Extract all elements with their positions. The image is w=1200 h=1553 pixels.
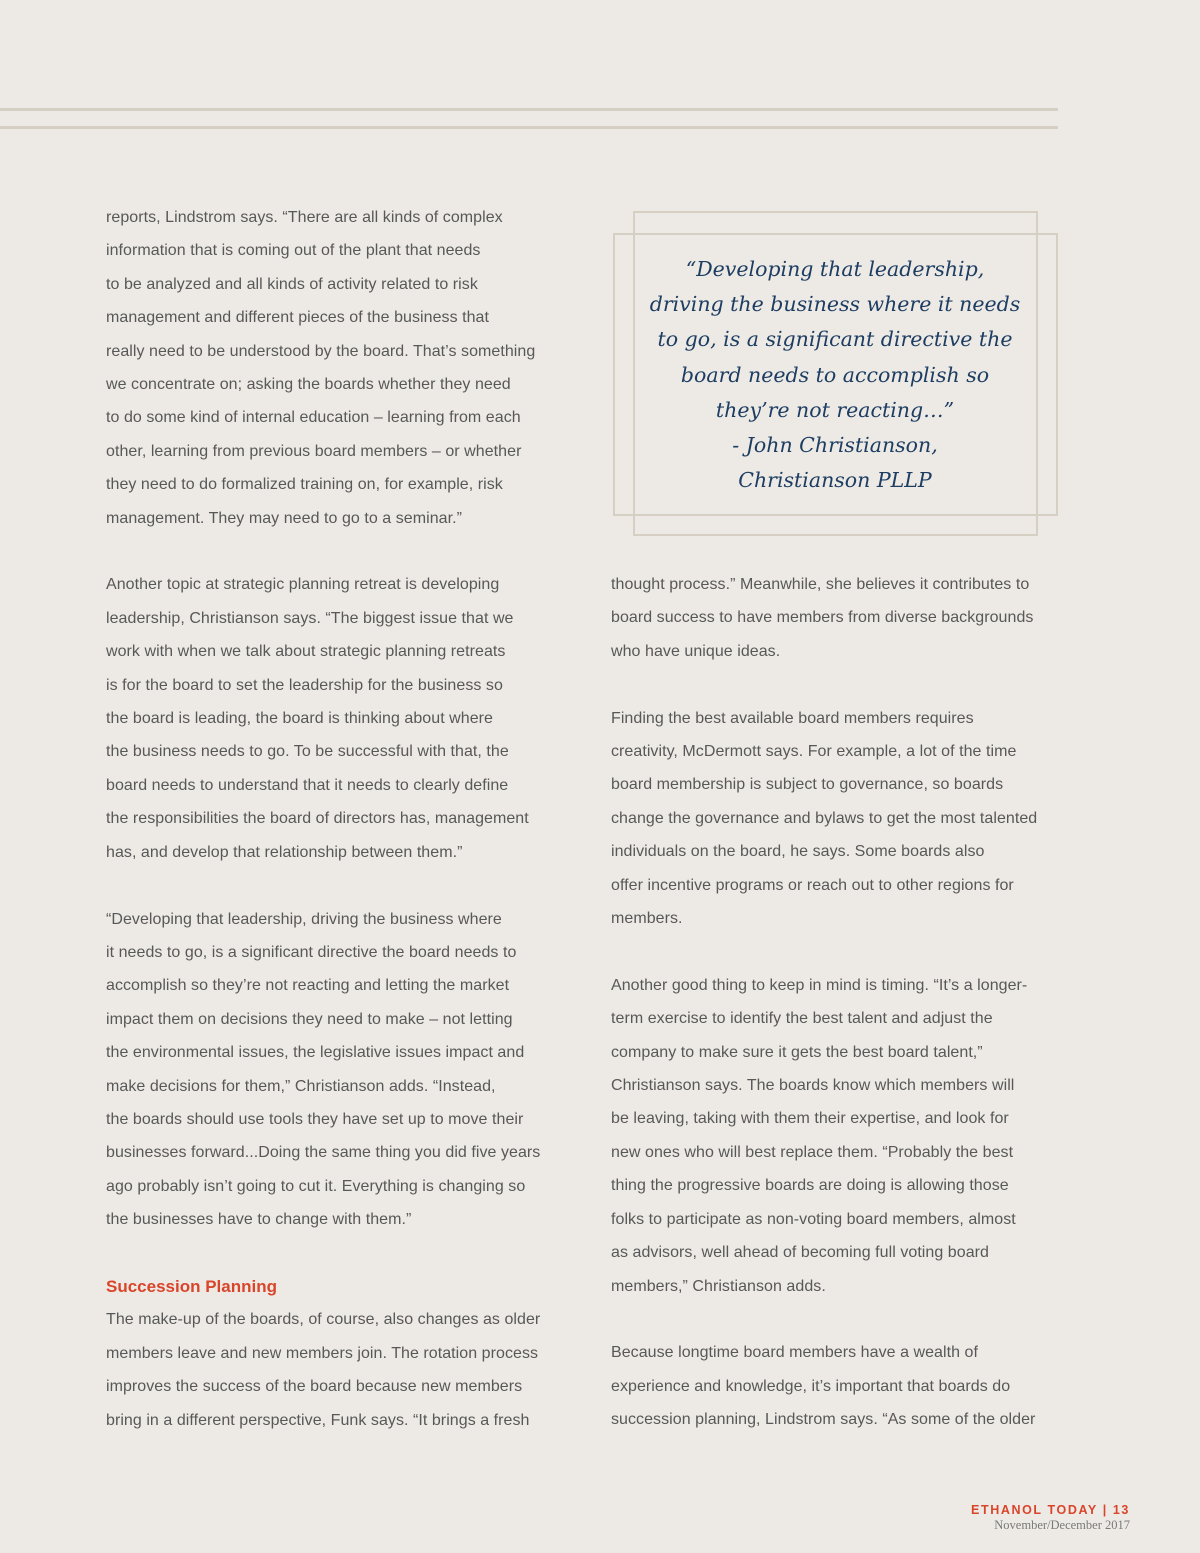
text-line: to do some kind of internal education – learning from each xyxy=(106,409,521,427)
text-line: company to make sure it gets the best board talent,” xyxy=(611,1043,983,1061)
paragraph xyxy=(106,1303,568,1437)
text-line: they need to do formalized training on, for example, risk xyxy=(106,476,503,494)
text-line: members,” Christianson adds. xyxy=(611,1277,826,1295)
pull-quote-line: they’re not reacting…” xyxy=(715,397,955,422)
text-line: management. They may need to go to a seminar.” xyxy=(106,509,462,527)
text-line: impact them on decisions they need to make – not letting xyxy=(106,1010,513,1028)
text-line: reports, Lindstrom says. “There are all kinds of complex xyxy=(106,209,503,226)
top-rule xyxy=(0,108,1058,111)
text-line: thing the progressive boards are doing is allowing those xyxy=(611,1177,1009,1195)
text-line: Christianson says. The boards know which members will xyxy=(611,1077,1015,1095)
paragraph xyxy=(106,201,568,535)
text-line: members leave and new members join. The rotation process xyxy=(106,1344,539,1362)
text-line: ago probably isn’t going to cut it. Everything is changing so xyxy=(106,1177,526,1195)
text-line: really need to be understood by the board. That’s something xyxy=(106,342,536,360)
text-line: be leaving, taking with them their expertise, and look for xyxy=(611,1110,1009,1128)
text-line: accomplish so they’re not reacting and letting the market xyxy=(106,977,510,995)
text-line: Because longtime board members have a wealth of xyxy=(611,1344,978,1362)
text-line: make decisions for them,” Christianson adds. “Instead, xyxy=(106,1077,496,1095)
text-line: board success to have members from diverse backgrounds xyxy=(611,609,1034,627)
pull-quote-attribution: Christianson PLLP xyxy=(738,468,932,493)
text-line: who have unique ideas. xyxy=(611,642,781,660)
text-line: offer incentive programs or reach out to other regions for xyxy=(611,876,1014,894)
text-line: businesses forward...Doing the same thing you did five years xyxy=(106,1144,541,1162)
issue-date: November/December 2017 xyxy=(994,1518,1130,1532)
text-line: Another good thing to keep in mind is timing. “It’s a longer- xyxy=(611,976,1028,994)
pull-quote-line: driving the business where it needs xyxy=(649,292,1021,317)
section-heading: Succession Planning xyxy=(106,1276,277,1296)
text-line: the responsibilities the board of directors has, management xyxy=(106,810,529,828)
paragraph xyxy=(611,969,1071,1303)
top-rule-second xyxy=(0,126,1058,129)
text-line: board membership is subject to governance, so boards xyxy=(611,776,1004,794)
text-line: the board is leading, the board is thinking about where xyxy=(106,710,494,728)
text-line: thought process.” Meanwhile, she believes it contributes to xyxy=(611,576,1030,593)
text-line: The make-up of the boards, of course, also changes as older xyxy=(106,1311,541,1329)
text-line: change the governance and bylaws to get the most talented xyxy=(611,809,1038,827)
text-line: the boards should use tools they have set up to move their xyxy=(106,1110,524,1128)
pull-quote-line: “Developing that leadership, xyxy=(685,257,985,281)
paragraph xyxy=(611,568,1071,668)
text-line: is for the board to set the leadership for the business so xyxy=(106,676,503,694)
text-line: bring in a different perspective, Funk says. “It brings a fresh xyxy=(106,1411,530,1429)
text-line: Another topic at strategic planning retreat is developing xyxy=(106,576,500,594)
text-line: improves the success of the board because new members xyxy=(106,1378,523,1396)
text-line: “Developing that leadership, driving the business where xyxy=(106,910,502,928)
text-line: leadership, Christianson says. “The biggest issue that we xyxy=(106,609,514,627)
paragraph xyxy=(106,903,568,1237)
text-line: folks to participate as non-voting board members, almost xyxy=(611,1210,1016,1228)
pull-quote-attribution: - John Christianson, xyxy=(732,433,938,458)
pull-quote xyxy=(620,252,1050,498)
text-line: as advisors, well ahead of becoming full voting board xyxy=(611,1244,989,1262)
magazine-name-page-number: ETHANOL TODAY | 13 xyxy=(971,1503,1130,1517)
text-line: experience and knowledge, it’s important that boards do xyxy=(611,1377,1011,1395)
text-line: new ones who will best replace them. “Probably the best xyxy=(611,1143,1014,1161)
text-line: the businesses have to change with them.” xyxy=(106,1211,412,1229)
text-line: individuals on the board, he says. Some boards also xyxy=(611,843,985,861)
text-line: board needs to understand that it needs to clearly define xyxy=(106,776,509,794)
text-line: management and different pieces of the business that xyxy=(106,309,489,327)
text-line: term exercise to identify the best talent and adjust the xyxy=(611,1010,993,1028)
pull-quote-line: to go, is a significant directive the xyxy=(657,327,1013,352)
paragraph xyxy=(611,1336,1071,1436)
text-line: has, and develop that relationship between them.” xyxy=(106,843,463,861)
text-line: work with when we talk about strategic planning retreats xyxy=(106,643,506,661)
text-line: Finding the best available board members requires xyxy=(611,709,974,727)
pull-quote-line: board needs to accomplish so xyxy=(680,362,990,387)
text-line: it needs to go, is a significant directive the board needs to xyxy=(106,943,517,961)
text-line: creativity, McDermott says. For example, a lot of the time xyxy=(611,743,1017,761)
text-line: the environmental issues, the legislative issues impact and xyxy=(106,1044,525,1062)
paragraph xyxy=(611,702,1071,936)
text-line: other, learning from previous board members – or whether xyxy=(106,442,522,460)
left-column xyxy=(106,201,568,1437)
paragraph xyxy=(106,568,568,869)
right-column xyxy=(611,568,1071,1437)
text-line: succession planning, Lindstrom says. “As some of the older xyxy=(611,1411,1036,1429)
text-line: the business needs to go. To be successful with that, the xyxy=(106,743,509,761)
page-footer xyxy=(971,1502,1130,1532)
text-line: we concentrate on; asking the boards whether they need xyxy=(106,376,511,394)
text-line: information that is coming out of the plant that needs xyxy=(106,242,481,260)
text-line: to be analyzed and all kinds of activity related to risk xyxy=(106,275,478,293)
text-line: members. xyxy=(611,910,683,928)
